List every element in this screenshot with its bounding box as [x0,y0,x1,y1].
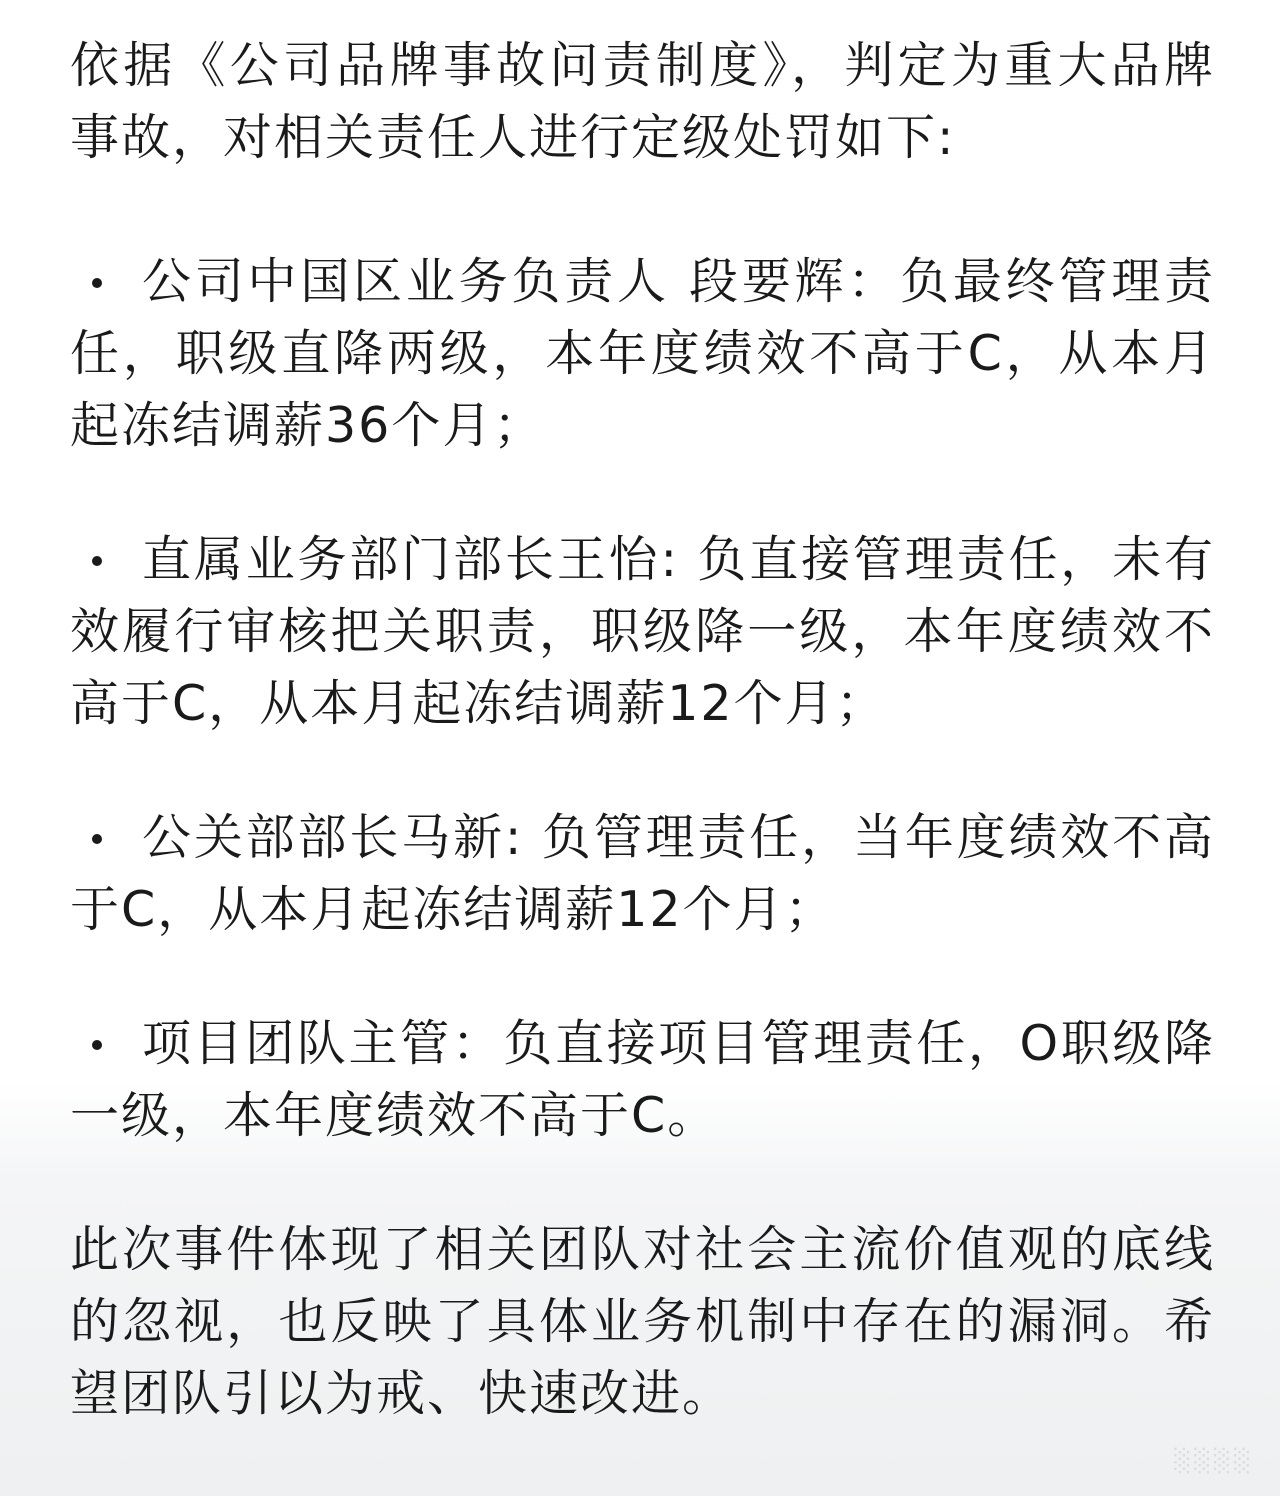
closing-paragraph: 此次事件体现了相关团队对社会主流价值观的底线的忽视，也反映了具体业务机制中存在的漏洞。希望团队引以为戒、快速改进。 [70,1221,1215,1422]
bullet-icon [92,1040,102,1050]
list-item-text: 直属业务部门部长王怡: 负直接管理责任，未有效履行审核把关职责，职级降一级，本年度绩效不高于C，从本月起冻结调薪12个月； [70,531,1215,732]
document-body [70,30,1215,1430]
penalty-list [70,246,1215,1152]
list-item [70,524,1215,740]
bullet-icon [92,278,102,288]
bullet-icon [92,556,102,566]
list-item-text: 公司中国区业务负责人 段要辉：负最终管理责任，职级直降两级，本年度绩效不高于C，从本月起冻结调薪36个月； [70,253,1215,454]
watermark: ░░░░ [1174,1449,1254,1474]
bullet-icon [92,834,102,844]
list-item [70,246,1215,462]
list-item [70,1008,1215,1152]
list-item [70,802,1215,946]
intro-paragraph: 依据《公司品牌事故问责制度》，判定为重大品牌事故，对相关责任人进行定级处罚如下: [70,37,1215,166]
list-item-text: 公关部部长马新: 负管理责任，当年度绩效不高于C，从本月起冻结调薪12个月； [70,809,1215,938]
list-item-text: 项目团队主管：负直接项目管理责任，O职级降一级，本年度绩效不高于C。 [70,1015,1215,1144]
